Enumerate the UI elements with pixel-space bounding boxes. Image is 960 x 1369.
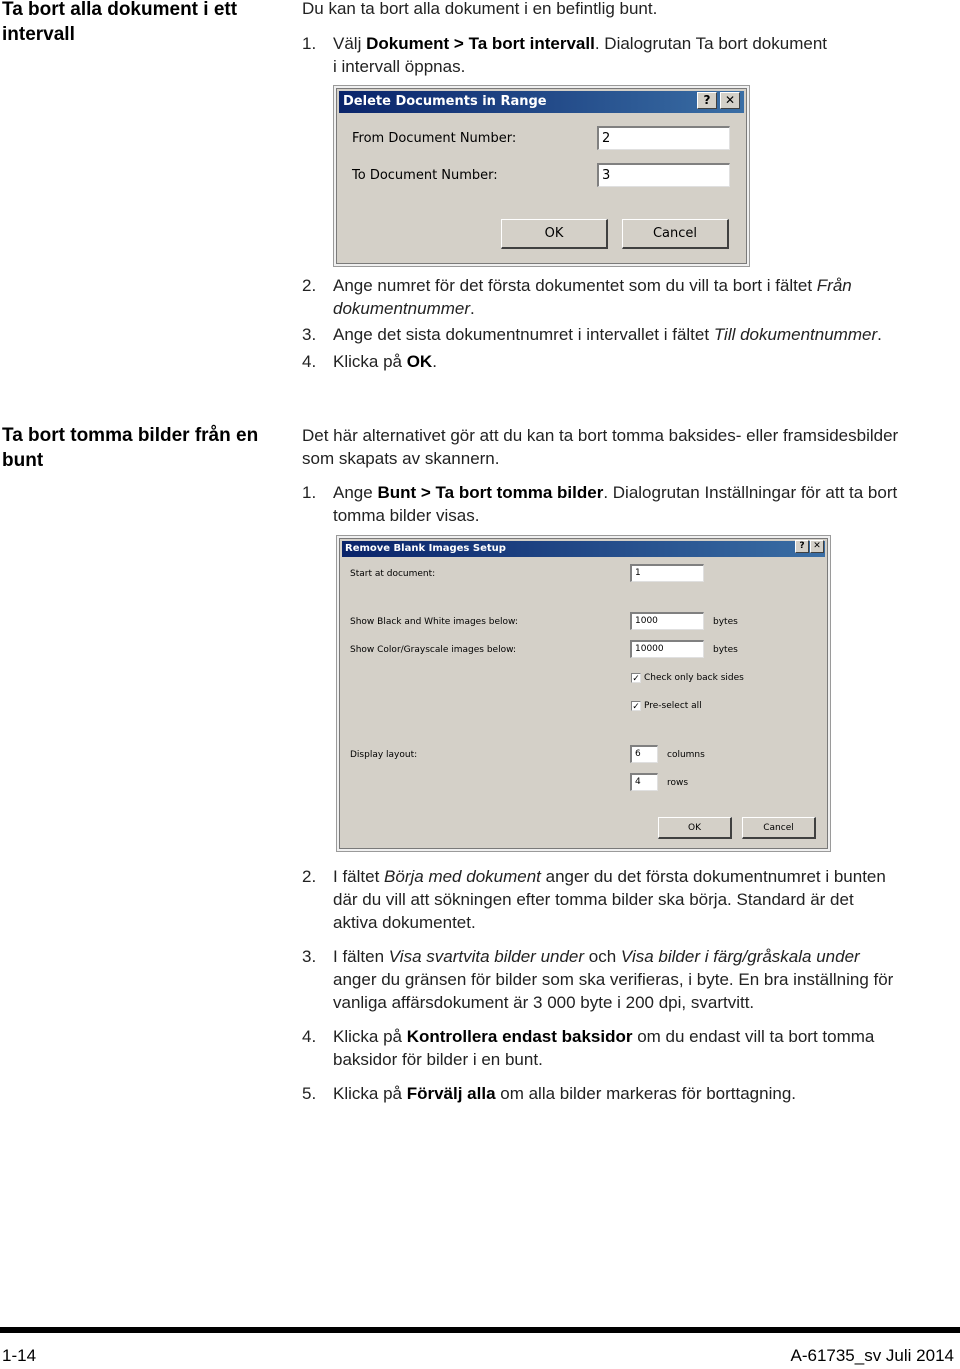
field-name: Visa bilder i färg/gråskala under <box>620 947 860 966</box>
rows-unit-label: rows <box>667 778 689 788</box>
bw-threshold-label: Show Black and White images below: <box>350 617 518 627</box>
preselect-all-checkbox[interactable] <box>631 701 641 711</box>
step-text: . <box>877 325 882 344</box>
button-name: OK <box>406 352 433 371</box>
section1-step1 <box>302 32 942 78</box>
step-text: I fälten <box>333 947 389 966</box>
color-threshold-input[interactable]: 10000 <box>630 640 704 658</box>
from-document-label: From Document Number: <box>352 131 517 146</box>
step-number: 3. <box>302 325 317 344</box>
remove-blank-images-dialog <box>339 538 828 849</box>
step-number: 1. <box>302 483 317 502</box>
check-back-sides-label: Check only back sides <box>644 673 744 683</box>
step-text: Ange numret för det första dokumentet som du vill ta bort i fältet <box>333 276 817 295</box>
section-heading-remove-blank: Ta bort tomma bilder från en bunt <box>2 425 259 471</box>
step-text: baksidor för bilder i en bunt. <box>333 1050 543 1069</box>
step-text: . <box>432 352 437 371</box>
section-heading-delete-range: Ta bort alla dokument i ett intervall <box>2 0 238 45</box>
ok-button[interactable]: OK <box>658 817 732 839</box>
page-number: 1-14 <box>2 1346 37 1365</box>
to-document-label: To Document Number: <box>352 168 498 183</box>
preselect-all-label: Pre-select all <box>644 701 702 711</box>
check-icon: ✓ <box>632 674 640 684</box>
section1-step4 <box>302 350 942 373</box>
section2-step5 <box>302 1082 957 1105</box>
dialog-title: Delete Documents in Range <box>343 94 547 109</box>
cancel-button[interactable]: Cancel <box>622 219 729 249</box>
section2-step1 <box>302 481 957 527</box>
step-text: . Dialogrutan Inställningar för att ta bort <box>603 483 898 502</box>
step-number: 2. <box>302 276 317 295</box>
help-icon[interactable]: ? <box>795 540 809 553</box>
step-number: 3. <box>302 947 317 966</box>
close-icon[interactable]: ✕ <box>810 540 824 553</box>
columns-input[interactable]: 6 <box>630 745 658 763</box>
to-document-input[interactable]: 3 <box>597 163 730 187</box>
section1-step3 <box>302 323 952 346</box>
step-number: 1. <box>302 34 317 53</box>
step-text: . Dialogrutan Ta bort dokument <box>594 34 827 53</box>
rows-input[interactable]: 4 <box>630 773 658 791</box>
step-text: Klicka på <box>333 1027 407 1046</box>
step-text: Välj <box>333 34 367 53</box>
help-icon[interactable]: ? <box>697 92 717 109</box>
step-text: I fältet <box>333 867 385 886</box>
step-text: anger du det första dokumentnumret i bunten <box>540 867 886 886</box>
field-name: Från <box>816 276 852 295</box>
step-text: vanliga affärsdokument är 3 000 byte i 200 dpi, svartvitt. <box>333 993 755 1012</box>
option-name: Förvälj alla <box>406 1084 496 1103</box>
intro-line: som skapats av skannern. <box>302 449 500 468</box>
bw-unit-label: bytes <box>713 617 738 627</box>
bw-threshold-input[interactable]: 1000 <box>630 612 704 630</box>
color-unit-label: bytes <box>713 645 738 655</box>
section2-step4 <box>302 1025 957 1071</box>
ok-button[interactable]: OK <box>501 219 608 249</box>
document-id: A-61735_sv Juli 2014 <box>790 1346 954 1365</box>
step-text: . <box>470 299 475 318</box>
step-text: anger du gränsen för bilder som ska verifieras, i byte. En bra inställning för <box>333 970 894 989</box>
section2-step3 <box>302 945 957 1014</box>
menu-path: Dokument > Ta bort intervall <box>366 34 595 53</box>
dialog-titlebar <box>339 91 744 113</box>
dialog-title: Remove Blank Images Setup <box>345 543 506 554</box>
check-icon: ✓ <box>632 702 640 712</box>
step-number: 5. <box>302 1084 317 1103</box>
color-threshold-label: Show Color/Grayscale images below: <box>350 645 516 655</box>
delete-documents-dialog <box>336 88 747 264</box>
step-text: och <box>584 947 621 966</box>
step-text: Ange det sista dokumentnumret i intervallet i fältet <box>333 325 714 344</box>
step-text: i intervall öppnas. <box>333 57 466 76</box>
field-name: dokumentnummer <box>333 299 471 318</box>
section1-intro: Du kan ta bort alla dokument i en befintlig bunt. <box>302 0 658 18</box>
section1-step2 <box>302 274 942 320</box>
from-document-input[interactable]: 2 <box>597 126 730 150</box>
step-text: Klicka på <box>333 1084 407 1103</box>
option-name: Kontrollera endast baksidor <box>406 1027 633 1046</box>
step-number: 4. <box>302 1027 317 1046</box>
section2-step2 <box>302 865 957 934</box>
step-text: Klicka på <box>333 352 407 371</box>
field-name: Visa svartvita bilder under <box>388 947 585 966</box>
step-text: aktiva dokumentet. <box>333 913 476 932</box>
step-number: 2. <box>302 867 317 886</box>
step-text: om du endast vill ta bort tomma <box>632 1027 875 1046</box>
display-layout-label: Display layout: <box>350 750 418 760</box>
start-document-input[interactable]: 1 <box>630 564 704 582</box>
step-text: Ange <box>333 483 378 502</box>
menu-path: Bunt > Ta bort tomma bilder <box>377 483 604 502</box>
check-back-sides-checkbox[interactable] <box>631 673 641 683</box>
step-text: där du vill att sökningen efter tomma bilder ska börja. Standard är det <box>333 890 854 909</box>
intro-line: Det här alternativet gör att du kan ta bort tomma baksides- eller framsidesbilder <box>302 426 899 445</box>
step-text: tomma bilder visas. <box>333 506 480 525</box>
close-icon[interactable]: ✕ <box>720 92 740 109</box>
step-text: om alla bilder markeras för borttagning. <box>495 1084 797 1103</box>
cancel-button[interactable]: Cancel <box>742 817 816 839</box>
start-document-label: Start at document: <box>350 569 436 579</box>
section2-intro <box>302 424 957 470</box>
step-number: 4. <box>302 352 317 371</box>
columns-unit-label: columns <box>667 750 705 760</box>
field-name: Börja med dokument <box>384 867 541 886</box>
dialog-titlebar <box>342 541 825 557</box>
footer-rule <box>0 1327 960 1333</box>
field-name: Till dokumentnummer <box>713 325 878 344</box>
